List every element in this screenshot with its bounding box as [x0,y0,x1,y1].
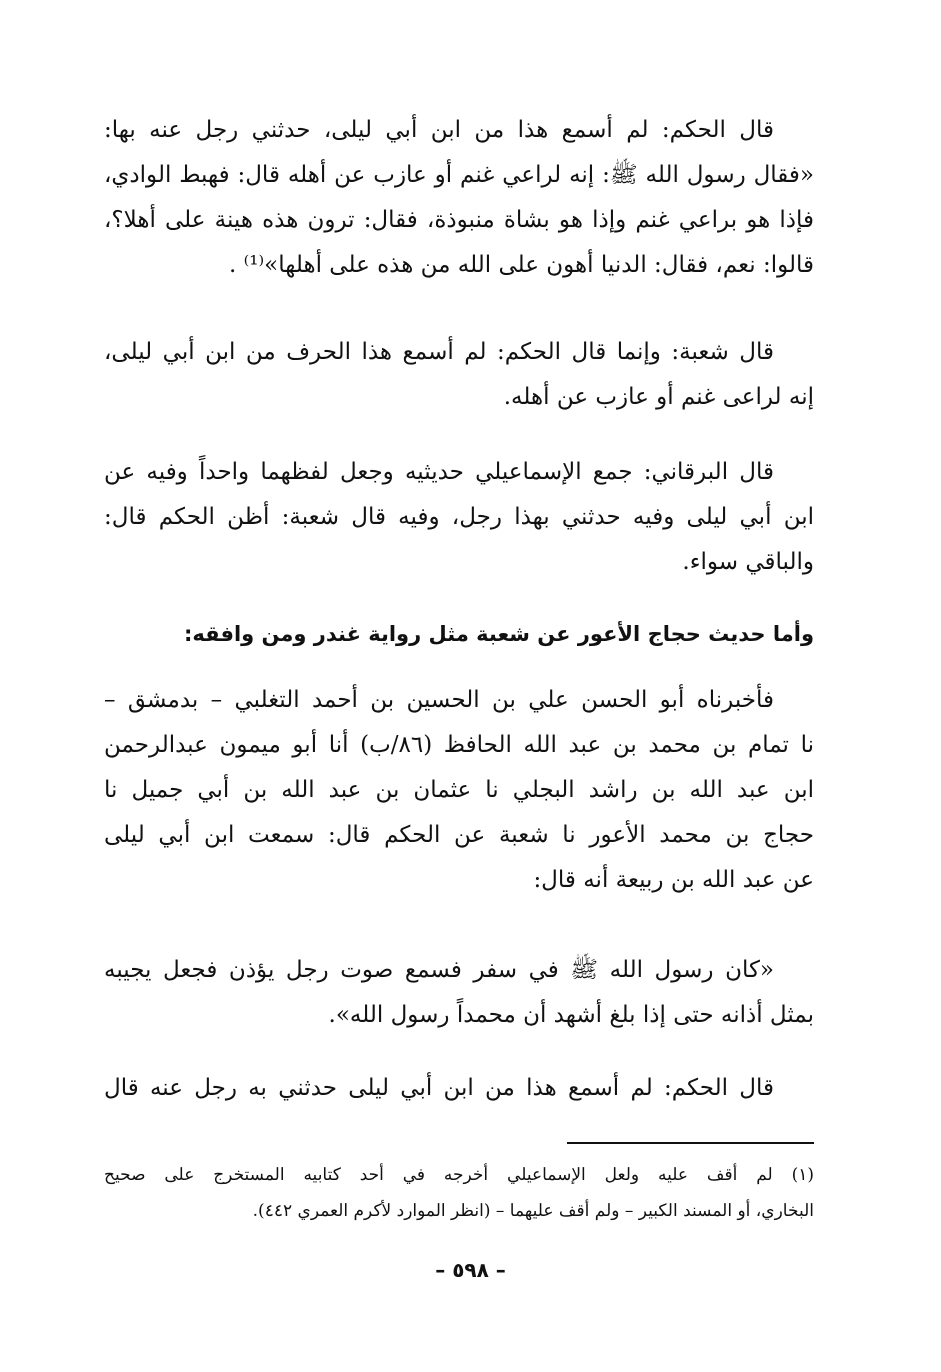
text-line: «فقال رسول الله ﷺ: إنه لراعي غنم أو عازب عن أهله قال: فهبط الوادي، [104,162,814,188]
text-line: حجاج بن محمد الأعور نا شعبة عن الحكم قال: سمعت ابن أبي ليلى [104,822,814,848]
footnote [104,1157,814,1229]
text-line: نا تمام بن محمد بن عبد الله الحافظ (٨٦/ب) أنا أبو ميمون عبدالرحمن [104,732,814,758]
section-heading: وأما حديث حجاج الأعور عن شعبة مثل رواية غندر ومن وافقه: [183,622,814,646]
paragraph-hakam-closing [104,1066,814,1111]
text-line: عن عبد الله بن ربيعة أنه قال: [533,867,814,893]
text-line: بمثل أذانه حتى إذا بلغ أشهد أن محمداً رسول الله». [328,1002,814,1028]
text-line: فأخبرناه أبو الحسن علي بن الحسين بن أحمد التغلبي – بدمشق – [104,687,774,713]
text-line: قال شعبة: وإنما قال الحكم: لم أسمع هذا الحرف من ابن أبي ليلى، [104,339,774,365]
footnote-separator [567,1142,814,1144]
paragraph-barqani-comment [104,450,814,585]
text-line: قال الحكم: لم أسمع هذا من ابن أبي ليلى حدثني به رجل عنه قال [104,1075,774,1101]
text-line: قال الحكم: لم أسمع هذا من ابن أبي ليلى، حدثني رجل عنه بها: [104,117,774,143]
paragraph-isnad-chain [104,678,814,903]
paragraph-shuba-comment [104,330,814,420]
text-line: ابن أبي ليلى وفيه حدثني بهذا رجل، وفيه قال شعبة: أظن الحكم قال: [104,504,814,530]
text-line: فإذا هو براعي غنم وإذا هو بشاة منبوذة، فقال: ترون هذه هينة على أهلا؟، [104,207,814,233]
text-line: إنه لراعى غنم أو عازب عن أهله. [503,384,814,410]
text-line: ابن عبد الله بن راشد البجلي نا عثمان بن عبد الله بن أبي جميل نا [104,777,814,803]
text-line: «كان رسول الله ﷺ في سفر فسمع صوت رجل يؤذن فجعل يجيبه [104,957,774,983]
text-line: قالوا: نعم، فقال: الدنيا أهون على الله من هذه على أهلها»⁽¹⁾ . [229,252,814,278]
text-line: والباقي سواء. [682,549,814,575]
page-number: – ٥٩٨ – [435,1258,506,1282]
paragraph-hadith-text [104,948,814,1038]
footnote-line: البخاري، أو المسند الكبير – ولم أقف عليهما – (انظر الموارد لأكرم العمري ٤٤٢). [252,1201,814,1221]
paragraph-hakam-narration [104,108,814,288]
footnote-line: (١) لم أقف عليه ولعل الإسماعيلي أخرجه في أحد كتابيه المستخرج على صحيح [104,1165,814,1185]
text-line: قال البرقاني: جمع الإسماعيلي حديثيه وجعل لفظهما واحداً وفيه عن [104,459,774,485]
